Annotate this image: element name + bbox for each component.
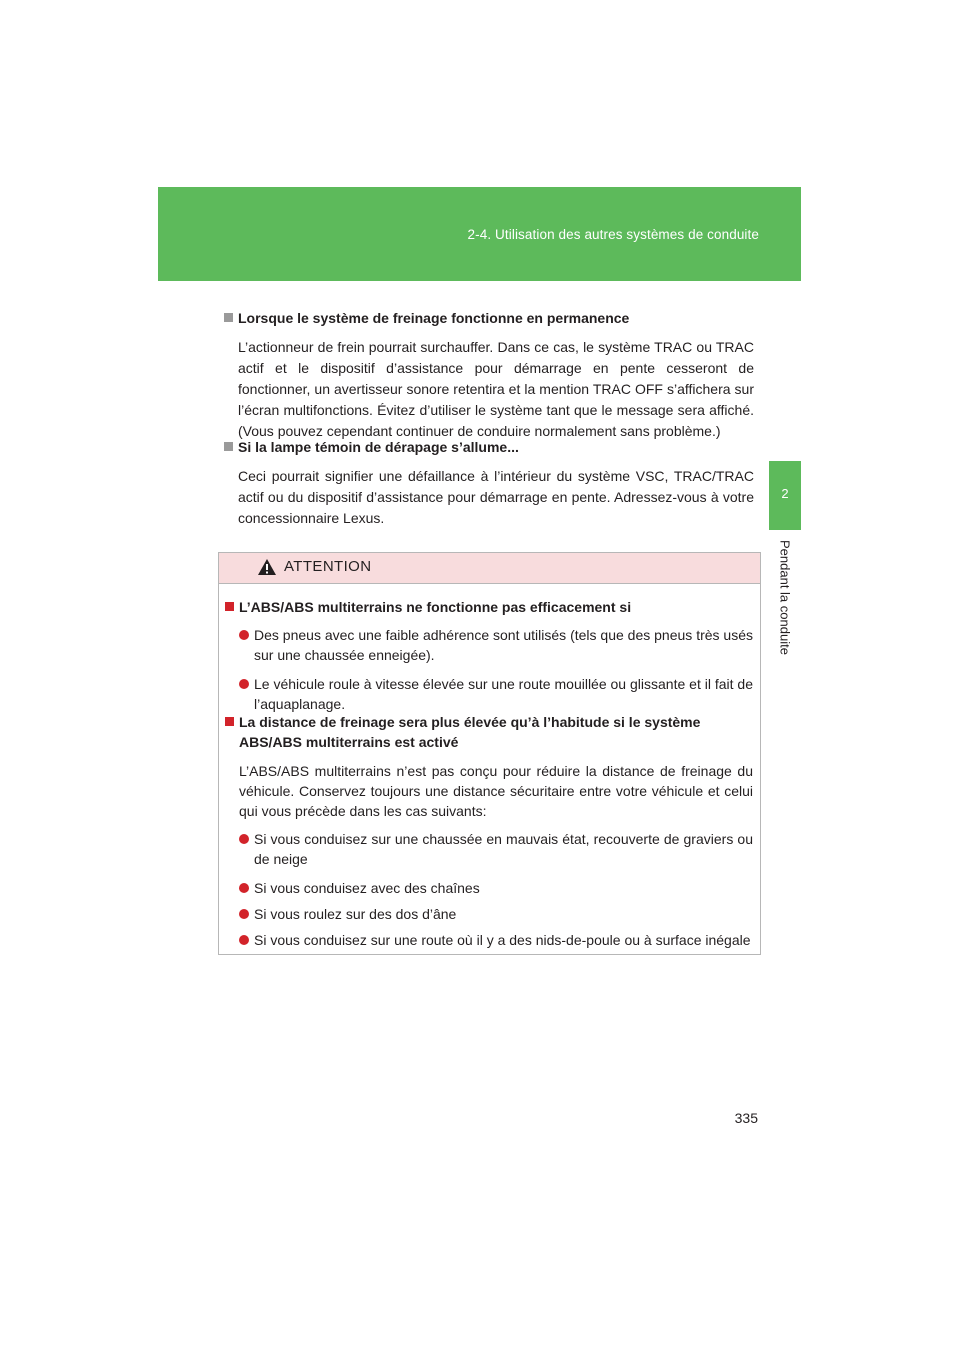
- warning-block-title: [225, 597, 753, 617]
- list-item-text: Si vous conduisez sur une route où il y a des nids-de-poule ou à surface inégale: [254, 932, 751, 948]
- square-bullet-icon: [224, 313, 233, 322]
- warning-block-title-text: L’ABS/ABS multiterrains ne fonctionne pas efficacement si: [239, 599, 632, 615]
- warning-block-title: [225, 712, 753, 752]
- warning-box: [218, 552, 761, 955]
- page-number: 335: [734, 1110, 758, 1126]
- list-item-text: Des pneus avec une faible adhérence sont utilisés (tels que des pneus très usés sur une chaussée enneigée).: [254, 627, 753, 663]
- warning-triangle-icon: [257, 558, 277, 576]
- chapter-number: 2: [781, 486, 789, 501]
- warning-paragraph: L’ABS/ABS multiterrains n’est pas conçu pour réduire la distance de freinage du véhicule. Conservez toujours une distance sécuritaire entre votre véhicule et celui qui vous précède dans les cas suivants:: [239, 763, 753, 819]
- red-square-bullet-icon: [225, 717, 234, 726]
- section-heading-text: Lorsque le système de freinage fonctionne en permanence: [238, 310, 630, 326]
- list-item: [239, 674, 753, 714]
- list-item-text: Le véhicule roule à vitesse élevée sur une route mouillée ou glissante et il fait de l’aquaplanage.: [254, 676, 753, 712]
- warning-block-braking-distance: [225, 712, 753, 950]
- list-item: [239, 829, 753, 869]
- red-dot-bullet-icon: [239, 630, 249, 640]
- square-bullet-icon: [224, 442, 233, 451]
- list-item: [239, 930, 753, 950]
- red-dot-bullet-icon: [239, 679, 249, 689]
- section-heading-text: Si la lampe témoin de dérapage s’allume...: [238, 439, 519, 455]
- list-item-text: Si vous conduisez sur une chaussée en mauvais état, recouverte de graviers ou de neige: [254, 831, 753, 867]
- list-item-text: Si vous conduisez avec des chaînes: [254, 880, 480, 896]
- chapter-label: Pendant la conduite: [777, 540, 793, 655]
- list-item: [239, 904, 753, 924]
- section-heading: [224, 437, 754, 458]
- warning-block-title-text: La distance de freinage sera plus élevée qu’à l’habitude si le système ABS/ABS multiterrains est activé: [239, 714, 701, 750]
- chapter-tab: [769, 461, 801, 530]
- chapter-label-container: [777, 540, 793, 670]
- section-slip-lamp: [224, 437, 754, 529]
- header-band: [158, 187, 801, 281]
- red-dot-bullet-icon: [239, 935, 249, 945]
- red-square-bullet-icon: [225, 602, 234, 611]
- red-dot-bullet-icon: [239, 834, 249, 844]
- red-dot-bullet-icon: [239, 909, 249, 919]
- list-item: [239, 878, 753, 898]
- warning-block-abs-ineffective: [225, 597, 753, 714]
- section-paragraph: L’actionneur de frein pourrait surchauffer. Dans ce cas, le système TRAC ou TRAC actif et le dispositif d’assistance pour démarrage en pente cesseront de fonctionner, un avertisseur sonore retentira et la mention TRAC OFF s’affichera sur l’écran multifonctions. Évitez d’utiliser le système tant que le message sera affiché. (Vous pouvez cependant continuer de conduire normalement sans problème.): [238, 339, 754, 439]
- warning-title: ATTENTION: [284, 558, 372, 575]
- red-dot-bullet-icon: [239, 883, 249, 893]
- section-heading: [224, 308, 754, 329]
- section-title: 2-4. Utilisation des autres systèmes de conduite: [467, 227, 759, 242]
- section-brake-continuous: [224, 308, 754, 442]
- list-item: [239, 625, 753, 665]
- section-paragraph: Ceci pourrait signifier une défaillance à l’intérieur du système VSC, TRAC/TRAC actif ou du dispositif d’assistance pour démarrage en pente. Adressez-vous à votre concessionnaire Lexus.: [238, 468, 754, 526]
- warning-header: [219, 553, 760, 584]
- list-item-text: Si vous roulez sur des dos d’âne: [254, 906, 457, 922]
